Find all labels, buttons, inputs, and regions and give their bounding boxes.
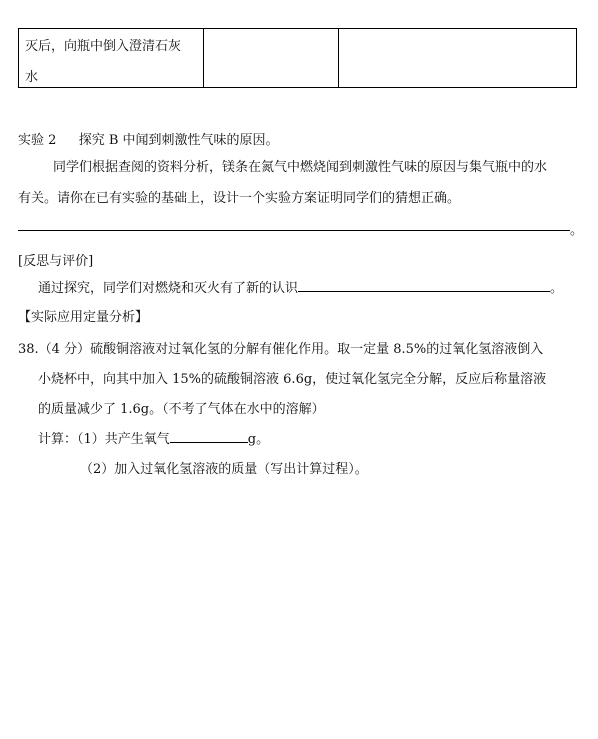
exp2-para-line1: 同学们根据查阅的资料分析，镁条在氮气中燃烧闻到刺激性气味的原因与集气瓶中的水 [53, 160, 548, 175]
reflection-line [38, 277, 563, 296]
reflection-heading: [反思与评价] [18, 254, 94, 269]
exp2-answer-line[interactable] [18, 230, 570, 231]
q38-part2: （2）加入过氧化氢溶液的质量（写出计算过程）。 [80, 462, 368, 477]
calc-unit: g。 [247, 432, 270, 447]
exp2-label: 实验 2 [18, 133, 57, 148]
table-cell-conclusion [339, 29, 576, 87]
cell-text-line2: 水 [25, 70, 39, 85]
oxygen-mass-blank[interactable] [170, 442, 248, 443]
reflection-blank[interactable] [298, 291, 550, 292]
calc-label: 计算：（1）共产生氧气 [38, 432, 170, 447]
experiment-table [18, 28, 577, 88]
exp2-answer-end: 。 [570, 223, 584, 238]
q38-calc-line [38, 428, 269, 447]
table-cell-procedure [19, 29, 204, 87]
table-cell-phenomenon [204, 29, 339, 87]
reflection-end: 。 [550, 281, 564, 296]
exp2-para-line2: 有关。请你在已有实验的基础上，设计一个实验方案证明同学们的猜想正确。 [18, 191, 461, 206]
cell-text-line1: 灭后，向瓶中倒入澄清石灰 [25, 39, 182, 54]
exp2-heading [18, 129, 279, 148]
section-heading: 【实际应用定量分析】 [18, 310, 149, 325]
q38-line1: 38.（4 分）硫酸铜溶液对过氧化氢的分解有催化作用。取一定量 8.5%的过氧化氢溶液倒入 [18, 342, 544, 357]
q38-line2: 小烧杯中，向其中加入 15%的硫酸铜溶液 6.6g，使过氧化氢完全分解，反应后称量溶液 [38, 372, 547, 387]
exp2-title: 探究 B 中闻到刺激性气味的原因。 [78, 133, 279, 148]
q38-line3: 的质量减少了 1.6g。（不考了气体在水中的溶解） [38, 402, 325, 417]
reflection-text: 通过探究，同学们对燃烧和灭火有了新的认识 [38, 281, 299, 296]
